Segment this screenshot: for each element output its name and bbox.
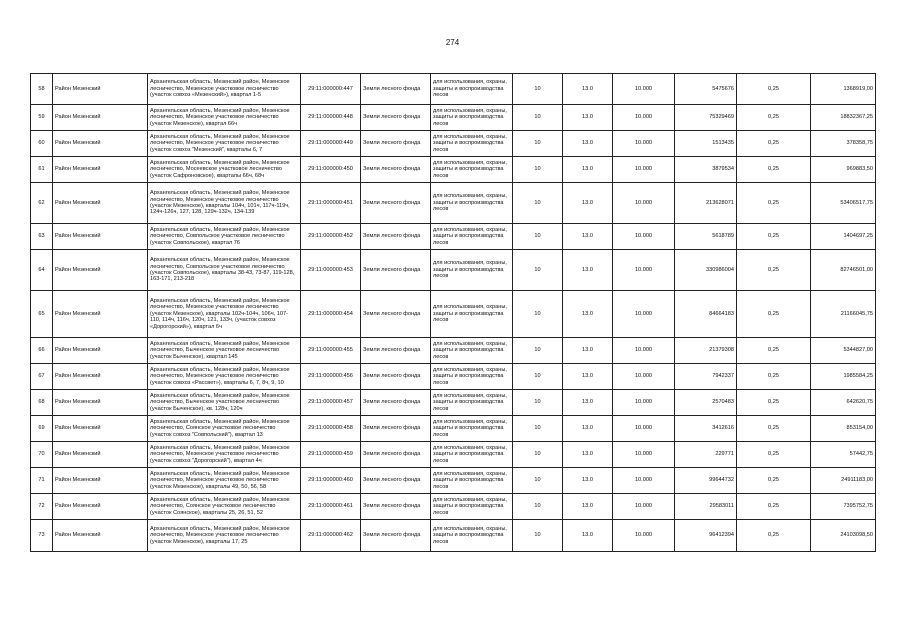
value-c-cell: 10.000 [613, 183, 675, 224]
value-c-cell: 10.000 [613, 131, 675, 157]
value-c-cell: 10.000 [613, 224, 675, 250]
region-cell: Район Мезенский [53, 131, 148, 157]
value-b-cell: 13.0 [563, 390, 613, 416]
total-cell: 21166045,75 [811, 291, 876, 338]
rate-cell: 0,25 [737, 338, 811, 364]
area-cell: 229771 [675, 442, 737, 468]
total-cell: 82746501,00 [811, 250, 876, 291]
address-cell: Архангельская область, Мезенский район, Мезенское лесничество, Мосеевское участковое лесничество (участок Сафроновское), кварталы 66ч, 68ч [148, 157, 301, 183]
permitted-use-cell: для использования, охраны, защиты и воспроизводства лесов [431, 364, 513, 390]
value-b-cell: 13.0 [563, 494, 613, 520]
value-b-cell: 13.0 [563, 338, 613, 364]
region-cell: Район Мезенский [53, 74, 148, 105]
area-cell: 213628071 [675, 183, 737, 224]
rate-cell: 0,25 [737, 250, 811, 291]
address-cell: Архангельская область, Мезенский район, Мезенское лесничество, Мезенское участковое лесничество (участок Мезенское), квартал 66ч [148, 105, 301, 131]
permitted-use-cell: для использования, охраны, защиты и воспроизводства лесов [431, 157, 513, 183]
cadastral-number-cell: 29:11:000000:455 [301, 338, 361, 364]
region-cell: Район Мезенский [53, 390, 148, 416]
region-cell: Район Мезенский [53, 224, 148, 250]
area-cell: 99644732 [675, 468, 737, 494]
land-category-cell: Земли лесного фонда [361, 338, 431, 364]
total-cell: 24103098,50 [811, 520, 876, 552]
total-cell: 5344827,00 [811, 338, 876, 364]
cadastral-number-cell: 29:11:000000:460 [301, 468, 361, 494]
land-category-cell: Земли лесного фонда [361, 105, 431, 131]
row-number: 68 [31, 390, 53, 416]
address-cell: Архангельская область, Мезенский район, Мезенское лесничество, Мезенское участковое лесничество (участок совхоз "Мезенский", кварталы 6, 7 [148, 131, 301, 157]
total-cell: 969883,50 [811, 157, 876, 183]
value-c-cell: 10.000 [613, 494, 675, 520]
cadastral-number-cell: 29:11:000000:451 [301, 183, 361, 224]
value-b-cell: 13.0 [563, 105, 613, 131]
total-cell: 378358,75 [811, 131, 876, 157]
cadastral-number-cell: 29:11:000000:452 [301, 224, 361, 250]
row-number: 71 [31, 468, 53, 494]
region-cell: Район Мезенский [53, 157, 148, 183]
permitted-use-cell: для использования, охраны, защиты и воспроизводства лесов [431, 131, 513, 157]
row-number: 70 [31, 442, 53, 468]
table-row [31, 74, 876, 105]
value-a-cell: 10 [513, 364, 563, 390]
value-a-cell: 10 [513, 105, 563, 131]
address-cell: Архангельская область, Мезенский район, Мезенское лесничество, Совпольское участковое лесничество (участок Совпольское), квартал 76 [148, 224, 301, 250]
table-row [31, 338, 876, 364]
cadastral-number-cell: 29:11:000000:447 [301, 74, 361, 105]
region-cell: Район Мезенский [53, 105, 148, 131]
table-row [31, 105, 876, 131]
value-a-cell: 10 [513, 131, 563, 157]
address-cell: Архангельская область, Мезенский район, Мезенское лесничество, Мезенское участковое лесничество (участок Мезенское), кварталы 104ч, 101ч, 117ч-119ч, 124ч-126ч, 127, 128, 129ч-132ч, 134-139 [148, 183, 301, 224]
address-cell: Архангельская область, Мезенский район, Мезенское лесничество, Мезенское участковое лесничество (участок Мезенское), кварталы 49, 50, 56, 58 [148, 468, 301, 494]
area-cell: 2570483 [675, 390, 737, 416]
row-number: 61 [31, 157, 53, 183]
cadastral-number-cell: 29:11:000000:456 [301, 364, 361, 390]
land-category-cell: Земли лесного фонда [361, 468, 431, 494]
rate-cell: 0,25 [737, 520, 811, 552]
row-number: 63 [31, 224, 53, 250]
value-c-cell: 10.000 [613, 390, 675, 416]
cadastral-number-cell: 29:11:000000:459 [301, 442, 361, 468]
permitted-use-cell: для использования, охраны, защиты и воспроизводства лесов [431, 291, 513, 338]
value-c-cell: 10.000 [613, 338, 675, 364]
permitted-use-cell: для использования, охраны, защиты и воспроизводства лесов [431, 416, 513, 442]
cadastral-number-cell: 29:11:000000:462 [301, 520, 361, 552]
table-row [31, 250, 876, 291]
permitted-use-cell: для использования, охраны, защиты и воспроизводства лесов [431, 520, 513, 552]
land-category-cell: Земли лесного фонда [361, 291, 431, 338]
value-a-cell: 10 [513, 416, 563, 442]
rate-cell: 0,25 [737, 131, 811, 157]
row-number: 65 [31, 291, 53, 338]
value-a-cell: 10 [513, 468, 563, 494]
region-cell: Район Мезенский [53, 183, 148, 224]
table-row [31, 291, 876, 338]
land-category-cell: Земли лесного фонда [361, 494, 431, 520]
value-c-cell: 10.000 [613, 157, 675, 183]
address-cell: Архангельская область, Мезенский район, Мезенское лесничество, Мезенское участковое лесничество (участок Мезенское), кварталы 102ч-104ч, 106ч, 107-110, 114ч, 116ч, 120ч, 121, 133ч, (участок совхоз «Дорогорский»), квартал 6ч [148, 291, 301, 338]
value-a-cell: 10 [513, 250, 563, 291]
value-b-cell: 13.0 [563, 224, 613, 250]
address-cell: Архангельская область, Мезенский район, Мезенское лесничество, Соянское участковое лесничество (участок Соянское), кварталы 25, 26, 51, 52 [148, 494, 301, 520]
cadastral-number-cell: 29:11:000000:450 [301, 157, 361, 183]
row-number: 64 [31, 250, 53, 291]
rate-cell: 0,25 [737, 291, 811, 338]
table-row [31, 520, 876, 552]
value-b-cell: 13.0 [563, 131, 613, 157]
land-category-cell: Земли лесного фонда [361, 442, 431, 468]
value-a-cell: 10 [513, 157, 563, 183]
value-b-cell: 13.0 [563, 74, 613, 105]
value-b-cell: 13.0 [563, 250, 613, 291]
value-b-cell: 13.0 [563, 291, 613, 338]
rate-cell: 0,25 [737, 74, 811, 105]
permitted-use-cell: для использования, охраны, защиты и воспроизводства лесов [431, 74, 513, 105]
rate-cell: 0,25 [737, 390, 811, 416]
value-c-cell: 10.000 [613, 291, 675, 338]
address-cell: Архангельская область, Мезенский район, Мезенское лесничество, Совпольское участковое лесничество (участок Совпольское), кварталы 38-43, 73-87, 119-128, 163-171, 213-218 [148, 250, 301, 291]
area-cell: 5618789 [675, 224, 737, 250]
total-cell: 7395752,75 [811, 494, 876, 520]
value-a-cell: 10 [513, 442, 563, 468]
value-b-cell: 13.0 [563, 442, 613, 468]
address-cell: Архангельская область, Мезенский район, Мезенское лесничество, Быченское участковое лесничество (участок Быченское), кв. 128ч, 120ч [148, 390, 301, 416]
value-a-cell: 10 [513, 494, 563, 520]
area-cell: 7942337 [675, 364, 737, 390]
table-row [31, 468, 876, 494]
land-category-cell: Земли лесного фонда [361, 364, 431, 390]
table-row [31, 416, 876, 442]
rate-cell: 0,25 [737, 494, 811, 520]
region-cell: Район Мезенский [53, 338, 148, 364]
table-body [31, 74, 876, 552]
value-b-cell: 13.0 [563, 520, 613, 552]
value-a-cell: 10 [513, 520, 563, 552]
value-b-cell: 13.0 [563, 183, 613, 224]
row-number: 59 [31, 105, 53, 131]
value-c-cell: 10.000 [613, 442, 675, 468]
row-number: 69 [31, 416, 53, 442]
row-number: 60 [31, 131, 53, 157]
region-cell: Район Мезенский [53, 291, 148, 338]
rate-cell: 0,25 [737, 183, 811, 224]
permitted-use-cell: для использования, охраны, защиты и воспроизводства лесов [431, 105, 513, 131]
table-row [31, 224, 876, 250]
value-c-cell: 10.000 [613, 74, 675, 105]
value-b-cell: 13.0 [563, 364, 613, 390]
area-cell: 96412394 [675, 520, 737, 552]
permitted-use-cell: для использования, охраны, защиты и воспроизводства лесов [431, 494, 513, 520]
total-cell: 1404697,25 [811, 224, 876, 250]
area-cell: 3412616 [675, 416, 737, 442]
permitted-use-cell: для использования, охраны, защиты и воспроизводства лесов [431, 442, 513, 468]
table-row [31, 131, 876, 157]
table-row [31, 494, 876, 520]
address-cell: Архангельская область, Мезенский район, Мезенское лесничество, Быченское участковое лесничество (участок Быченское), квартал 145 [148, 338, 301, 364]
value-a-cell: 10 [513, 390, 563, 416]
row-number: 62 [31, 183, 53, 224]
cadastral-number-cell: 29:11:000000:458 [301, 416, 361, 442]
area-cell: 3879534 [675, 157, 737, 183]
area-cell: 29583011 [675, 494, 737, 520]
row-number: 58 [31, 74, 53, 105]
table-row [31, 157, 876, 183]
total-cell: 1368919,00 [811, 74, 876, 105]
region-cell: Район Мезенский [53, 364, 148, 390]
total-cell: 18832367,25 [811, 105, 876, 131]
land-category-cell: Земли лесного фонда [361, 74, 431, 105]
total-cell: 853154,00 [811, 416, 876, 442]
table-row [31, 442, 876, 468]
value-a-cell: 10 [513, 183, 563, 224]
total-cell: 53406517,75 [811, 183, 876, 224]
rate-cell: 0,25 [737, 105, 811, 131]
region-cell: Район Мезенский [53, 468, 148, 494]
cadastral-number-cell: 29:11:000000:448 [301, 105, 361, 131]
area-cell: 21379308 [675, 338, 737, 364]
land-category-cell: Земли лесного фонда [361, 224, 431, 250]
row-number: 66 [31, 338, 53, 364]
value-a-cell: 10 [513, 224, 563, 250]
permitted-use-cell: для использования, охраны, защиты и воспроизводства лесов [431, 390, 513, 416]
rate-cell: 0,25 [737, 224, 811, 250]
permitted-use-cell: для использования, охраны, защиты и воспроизводства лесов [431, 338, 513, 364]
area-cell: 84664183 [675, 291, 737, 338]
land-category-cell: Земли лесного фонда [361, 520, 431, 552]
region-cell: Район Мезенский [53, 250, 148, 291]
cadastral-number-cell: 29:11:000000:457 [301, 390, 361, 416]
value-b-cell: 13.0 [563, 416, 613, 442]
area-cell: 5475676 [675, 74, 737, 105]
value-a-cell: 10 [513, 338, 563, 364]
land-category-cell: Земли лесного фонда [361, 390, 431, 416]
table-row [31, 390, 876, 416]
region-cell: Район Мезенский [53, 494, 148, 520]
row-number: 67 [31, 364, 53, 390]
table-row [31, 364, 876, 390]
area-cell: 330986004 [675, 250, 737, 291]
area-cell: 75329469 [675, 105, 737, 131]
value-c-cell: 10.000 [613, 416, 675, 442]
address-cell: Архангельская область, Мезенский район, Мезенское лесничество, Мезенское участковое лесничество (участок Мезенское), кварталы 17, 25 [148, 520, 301, 552]
land-category-cell: Земли лесного фонда [361, 131, 431, 157]
value-a-cell: 10 [513, 74, 563, 105]
cadastral-number-cell: 29:11:000000:454 [301, 291, 361, 338]
rate-cell: 0,25 [737, 364, 811, 390]
total-cell: 642620,75 [811, 390, 876, 416]
address-cell: Архангельская область, Мезенский район, Мезенское лесничество, Мезенское участковое лесничество (участок совхоз «Мезенский»), квартал 1-5 [148, 74, 301, 105]
rate-cell: 0,25 [737, 468, 811, 494]
total-cell: 1985584,25 [811, 364, 876, 390]
cadastral-number-cell: 29:11:000000:449 [301, 131, 361, 157]
cadastral-number-cell: 29:11:000000:461 [301, 494, 361, 520]
land-category-cell: Земли лесного фонда [361, 183, 431, 224]
land-registry-table [30, 73, 876, 552]
rate-cell: 0,25 [737, 442, 811, 468]
value-b-cell: 13.0 [563, 157, 613, 183]
land-category-cell: Земли лесного фонда [361, 416, 431, 442]
value-c-cell: 10.000 [613, 520, 675, 552]
permitted-use-cell: для использования, охраны, защиты и воспроизводства лесов [431, 468, 513, 494]
area-cell: 1513435 [675, 131, 737, 157]
total-cell: 24911183,00 [811, 468, 876, 494]
value-a-cell: 10 [513, 291, 563, 338]
value-c-cell: 10.000 [613, 250, 675, 291]
permitted-use-cell: для использования, охраны, защиты и воспроизводства лесов [431, 250, 513, 291]
region-cell: Район Мезенский [53, 520, 148, 552]
permitted-use-cell: для использования, охраны, защиты и воспроизводства лесов [431, 224, 513, 250]
cadastral-number-cell: 29:11:000000:453 [301, 250, 361, 291]
rate-cell: 0,25 [737, 157, 811, 183]
rate-cell: 0,25 [737, 416, 811, 442]
region-cell: Район Мезенский [53, 416, 148, 442]
value-c-cell: 10.000 [613, 105, 675, 131]
value-b-cell: 13.0 [563, 468, 613, 494]
region-cell: Район Мезенский [53, 442, 148, 468]
address-cell: Архангельская область, Мезенский район, Мезенское лесничество, Соянское участковое лесничество (участок совхоз "Совпольский"), квартал 13 [148, 416, 301, 442]
address-cell: Архангельская область, Мезенский район, Мезенское лесничество, Мезенское участковое лесничество (участок совхоз «Рассвет»), кварталы 6, 7, 8ч, 9, 10 [148, 364, 301, 390]
row-number: 72 [31, 494, 53, 520]
value-c-cell: 10.000 [613, 364, 675, 390]
permitted-use-cell: для использования, охраны, защиты и воспроизводства лесов [431, 183, 513, 224]
row-number: 73 [31, 520, 53, 552]
table-row [31, 183, 876, 224]
land-category-cell: Земли лесного фонда [361, 250, 431, 291]
value-c-cell: 10.000 [613, 468, 675, 494]
page-number: 274 [445, 38, 460, 47]
total-cell: 57442,75 [811, 442, 876, 468]
address-cell: Архангельская область, Мезенский район, Мезенское лесничество, Мезенское участковое лесничество (участок совхоз "Дорогорский"), квартал 4ч [148, 442, 301, 468]
land-category-cell: Земли лесного фонда [361, 157, 431, 183]
